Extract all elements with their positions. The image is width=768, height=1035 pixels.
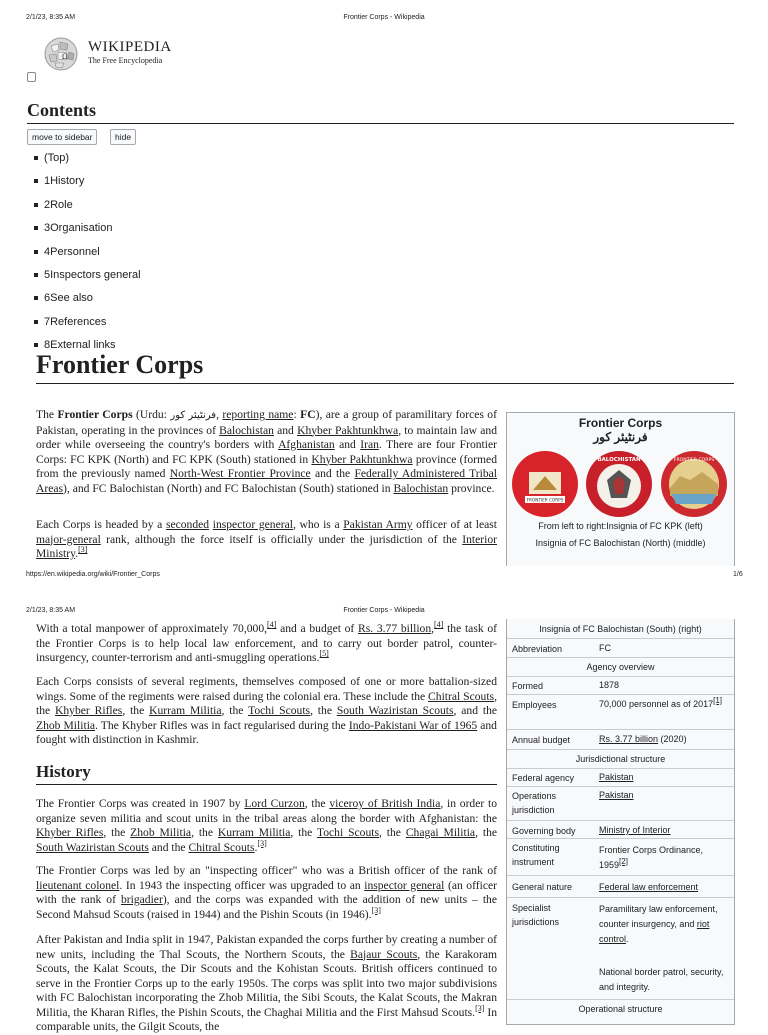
toc-item-inspectors-general[interactable]: 5Inspectors general: [34, 265, 141, 288]
history-paragraph-2: The Frontier Corps was led by an "inspecting officer" who was a British officer of the rank of lieutenant colonel. In 1943 the inspecting officer was upgraded to an inspector general (an officer with the rank of brigadier), and the corps was expanded with the addition of new units – the Second Mahsud Scouts (raised in 1944) and the Pishin Scouts (in 1946).[3]: [36, 864, 497, 921]
zhob-militia-link[interactable]: Zhob Militia: [130, 826, 192, 839]
brigadier-link[interactable]: brigadier: [120, 893, 163, 906]
general-nature-link[interactable]: Federal law enforcement: [599, 882, 699, 892]
specialist-jurisdictions-value-2: National border patrol, security, and integrity.: [599, 967, 724, 992]
constituting-instrument-value: Frontier Corps Ordinance, 1959[2]: [599, 845, 704, 870]
toc-item-references[interactable]: 7References: [34, 312, 141, 335]
constituting-instrument-label: Constituting instrument: [512, 843, 560, 867]
reference-link[interactable]: [2]: [619, 857, 628, 866]
print-datetime-page-2: 2/1/23, 8:35 AM: [26, 607, 76, 614]
abbreviation-label: Abbreviation: [512, 644, 563, 654]
specialist-jurisdictions-label: Specialist jurisdictions: [512, 903, 560, 927]
print-page-title: Frontier Corps - Wikipedia: [343, 14, 425, 21]
abbreviation-value: FC: [599, 643, 611, 653]
lord-curzon-link[interactable]: Lord Curzon: [244, 797, 305, 810]
jurisdictional-structure-header: Jurisdictional structure: [575, 754, 666, 764]
reference-link[interactable]: [4]: [434, 620, 444, 630]
infobox-caption-line-3: Insignia of FC Balochistan (South) (right): [539, 624, 702, 634]
inspector-general-link[interactable]: inspector general: [364, 878, 445, 892]
table-of-contents: [34, 148, 141, 359]
infobox-separator: [507, 694, 734, 695]
khyber-rifles-link[interactable]: Khyber Rifles: [55, 704, 123, 717]
balochistan-link[interactable]: Balochistan: [219, 423, 274, 437]
south-waziristan-scouts-link[interactable]: South Waziristan Scouts: [336, 704, 454, 717]
reference-link[interactable]: [3]: [257, 838, 267, 848]
reference-link[interactable]: [3]: [475, 1003, 485, 1013]
title-divider: [36, 383, 734, 384]
reporting-name-link[interactable]: reporting name: [222, 408, 294, 421]
reference-link[interactable]: [4]: [267, 620, 277, 630]
toc-item-history[interactable]: 1History: [34, 171, 141, 194]
chitral-scouts-link[interactable]: Chitral Scouts: [188, 840, 255, 854]
chagai-militia-link[interactable]: Chagai Militia: [405, 826, 476, 839]
afghanistan-link[interactable]: Afghanistan: [278, 438, 335, 451]
inspector-general-link[interactable]: inspector general: [212, 518, 293, 531]
fc-balochistan-north-insignia-label: BALOCHISTAN: [597, 457, 641, 463]
formed-value: 1878: [599, 680, 620, 690]
reference-link[interactable]: [1]: [713, 696, 722, 705]
reference-link[interactable]: [3]: [371, 905, 381, 915]
fc-balochistan-south-insignia-icon[interactable]: [660, 450, 728, 518]
page-title: Frontier Corps: [36, 350, 204, 379]
employees-label: Employees: [512, 700, 557, 710]
lead-paragraph-1: The Frontier Corps (Urdu: فرنٹیئر کور, reporting name: FC), are a group of paramilitary forces of Pakistan, operating in the provinces of Balochistan and Khyber Pakhtunkhwa, to maintain law and order while overseeing the country's borders with Afghanistan and Iran. There are four Frontier Corps: FC KPK (North) and FC KPK (South) stationed in Khyber Pakhtunkhwa province (formed from the previously named North-West Frontier Province and the Federally Administered Tribal Areas), and FC Balochistan (North) and FC Balochistan (South) stationed in Balochistan province.: [36, 408, 497, 495]
infobox-separator: [507, 786, 734, 787]
checkbox-icon[interactable]: [27, 72, 36, 82]
infobox-separator: [507, 897, 734, 898]
wikipedia-wordmark[interactable]: WIKIPEDIA: [88, 39, 172, 55]
infobox-separator: [507, 838, 734, 839]
infobox-separator: [507, 657, 734, 658]
governing-body-label: Governing body: [512, 826, 576, 836]
infobox-caption-line-2: Insignia of FC Balochistan (North) (middle): [535, 538, 706, 548]
svg-text:Ω: Ω: [62, 53, 68, 61]
history-divider: [36, 784, 497, 785]
nwfp-link[interactable]: North-West Frontier Province: [169, 467, 311, 480]
print-page-title-page-2: Frontier Corps - Wikipedia: [343, 607, 425, 614]
riot-control-link[interactable]: riot control: [599, 919, 710, 944]
reference-link[interactable]: [5]: [319, 649, 329, 659]
budget-link[interactable]: Rs. 3.77 billion: [599, 734, 659, 744]
annual-budget-label: Annual budget: [512, 735, 571, 745]
fc-kpk-insignia-label: FRONTIER CORPS: [526, 497, 564, 503]
lead-paragraph-4: Each Corps consists of several regiments, themselves composed of one or more battalion-sized wings. Some of the regiments were raised during the colonial era. These include the Chitral Scouts, the Khyber Rifles, the Kurram Militia, the Tochi Scouts, the South Waziristan Scouts, and the Zhob Militia. The Khyber Rifles was in fact regularised during the Indo-Pakistani War of 1965 and fought with distinction in Kashmir.: [36, 675, 498, 746]
budget-link[interactable]: Rs. 3.77 billion: [358, 622, 432, 635]
kurram-militia-link[interactable]: Kurram Militia: [149, 704, 222, 717]
infobox-separator: [507, 875, 734, 876]
fata-link[interactable]: Federally Administered Tribal Areas: [36, 467, 497, 495]
infobox-title: Frontier Corps: [578, 416, 663, 430]
move-to-sidebar-button[interactable]: move to sidebar: [27, 129, 97, 145]
khyber-rifles-link[interactable]: Khyber Rifles: [36, 826, 104, 839]
infobox-continued: [506, 619, 735, 1025]
operations-jurisdiction-link[interactable]: Pakistan: [599, 790, 634, 800]
operations-jurisdiction-label: Operations jurisdiction: [512, 791, 557, 815]
wikipedia-globe-icon[interactable]: [42, 36, 80, 72]
tochi-scouts-link[interactable]: Tochi Scouts: [248, 704, 311, 717]
history-paragraph-3: After Pakistan and India split in 1947, Pakistan expanded the corps further by creating a number of new units, including the Thal Scouts, the Northern Scouts, the Bajaur Scouts, the Karakoram Scouts, the Kalat Scouts, the Dir Scouts and the Kohistan Scouts. British officers continued to serve in the Frontier Corps up to the early 1950s. The corps was split into two major subdivisions with FC Balochistan incorporating the Zhob Militia, the Sibi Scouts, the Kalat Scouts, the Makran Militia, the Kharan Rifles, the Pishin Scouts, the Chaghai Militia and the First Mahsud Scouts.[3] In comparable units, the Gilgit Scouts, the: [36, 933, 497, 1033]
fc-balochistan-north-insignia-icon[interactable]: [585, 450, 653, 518]
lead-paragraph-2: Each Corps is headed by a seconded inspector general, who is a Pakistan Army officer of at least major-general rank, although the force itself is officially under the jurisdiction of the Interior Ministry.[3]: [36, 518, 498, 560]
seconded-link[interactable]: seconded: [165, 518, 210, 531]
operational-structure-header: Operational structure: [578, 1004, 663, 1014]
khyber-pakhtunkhwa-link[interactable]: Khyber Pakhtunkhwa: [311, 452, 413, 466]
print-footer-page: 1/6: [733, 571, 743, 578]
infobox-separator: [507, 638, 734, 639]
formed-label: Formed: [512, 681, 544, 691]
lead-paragraph-3: With a total manpower of approximately 70,000,[4] and a budget of Rs. 3.77 billion,[4] the task of the Frontier Corps is to help local law enforcement, and to carry out border patrol, counter-insurgency, counter-terrorism and anti-smuggling operations.[5]: [36, 620, 497, 664]
khyber-pakhtunkhwa-link[interactable]: Khyber Pakhtunkhwa: [297, 423, 399, 437]
viceroy-link[interactable]: viceroy of British India: [329, 797, 441, 810]
toc-item-see-also[interactable]: 6See also: [34, 288, 141, 311]
federal-agency-label: Federal agency: [512, 773, 575, 783]
fc-balochistan-south-insignia-label: FRONTIER CORPS: [673, 458, 715, 463]
toc-item-personnel[interactable]: 4Personnel: [34, 242, 141, 265]
history-heading: History: [36, 762, 91, 781]
indo-pakistani-war-link[interactable]: Indo-Pakistani War of 1965: [348, 718, 478, 732]
hide-toc-button[interactable]: hide: [110, 129, 136, 145]
infobox-urdu-title: فرنٹیئر کور: [593, 430, 648, 444]
general-nature-label: General nature: [512, 882, 573, 892]
agency-overview-header: Agency overview: [586, 662, 655, 672]
infobox-separator: [507, 749, 734, 750]
south-waziristan-scouts-link[interactable]: South Waziristan Scouts: [36, 840, 149, 854]
interior-ministry-link[interactable]: Interior Ministry: [36, 532, 497, 560]
history-paragraph-1: The Frontier Corps was created in 1907 by Lord Curzon, the viceroy of British India, in order to organize seven militia and scout units in the tribal areas along the border with Afghanistan: the Khyber Rifles, the Zhob Militia, the Kurram Militia, the Tochi Scouts, the Chagai Militia, the South Waziristan Scouts and the Chitral Scouts.[3]: [36, 797, 498, 854]
wikipedia-tagline: The Free Encyclopedia: [88, 56, 163, 65]
specialist-jurisdictions-value-1: Paramilitary law enforcement, counter insurgency, and riot control.: [599, 904, 718, 944]
pakistan-army-link[interactable]: Pakistan Army: [343, 518, 413, 531]
infobox-separator: [507, 676, 734, 677]
major-general-link[interactable]: major-general: [36, 532, 101, 546]
toc-item-top[interactable]: (Top): [34, 148, 141, 171]
contents-heading: Contents: [27, 100, 97, 120]
kurram-militia-link[interactable]: Kurram Militia: [217, 826, 291, 839]
infobox-caption-line-1: From left to right:Insignia of FC KPK (left): [538, 521, 703, 531]
tochi-scouts-link[interactable]: Tochi Scouts: [316, 826, 379, 839]
lieutenant-colonel-link[interactable]: lieutenant colonel: [36, 878, 120, 892]
bajaur-scouts-link[interactable]: Bajaur Scouts: [350, 947, 418, 961]
contents-divider: [27, 123, 734, 124]
print-datetime: 2/1/23, 8:35 AM: [26, 14, 76, 21]
annual-budget-value: Rs. 3.77 billion (2020): [599, 734, 687, 744]
infobox-separator: [507, 729, 734, 730]
infobox-separator: [507, 820, 734, 821]
governing-body-link[interactable]: Ministry of Interior: [599, 825, 671, 835]
federal-agency-link[interactable]: Pakistan: [599, 772, 634, 782]
balochistan-link[interactable]: Balochistan: [393, 481, 449, 495]
chitral-scouts-link[interactable]: Chitral Scouts: [428, 689, 495, 703]
toc-item-role[interactable]: 2Role: [34, 195, 141, 218]
fc-kpk-insignia-icon[interactable]: [511, 450, 579, 518]
toc-item-external-links[interactable]: 8External links: [34, 335, 141, 358]
infobox-separator: [507, 768, 734, 769]
zhob-militia-link[interactable]: Zhob Militia: [36, 718, 96, 732]
print-footer-url: https://en.wikipedia.org/wiki/Frontier_Corps: [26, 571, 160, 578]
reference-link[interactable]: [3]: [78, 545, 88, 555]
infobox-separator: [507, 999, 734, 1000]
iran-link[interactable]: Iran: [360, 438, 379, 451]
toc-item-organisation[interactable]: 3Organisation: [34, 218, 141, 241]
employees-value: 70,000 personnel as of 2017[1]: [599, 696, 722, 709]
